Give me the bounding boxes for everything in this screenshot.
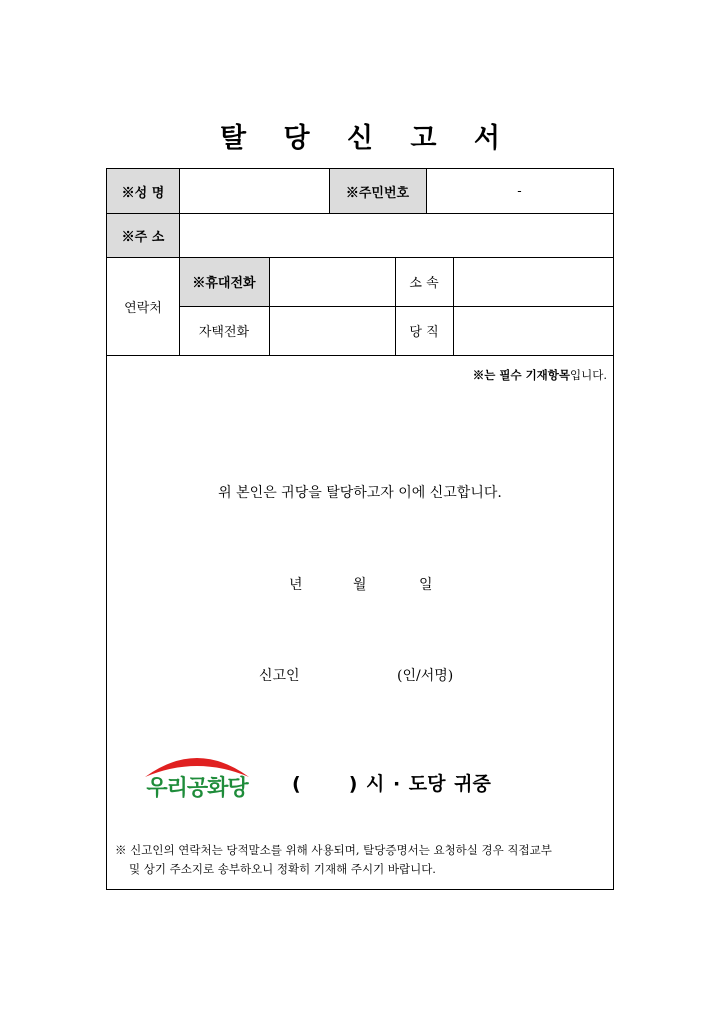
party-position-label: 당 직 (409, 325, 439, 340)
affiliation-label: 소 속 (409, 276, 439, 291)
divider (269, 257, 270, 355)
signature-seal-label: (인/서명) (397, 668, 454, 684)
withdrawal-statement: 위 본인은 귀당을 탈당하고자 이에 신고합니다. (218, 485, 502, 501)
home-phone-label: 자택전화 (198, 325, 250, 340)
required-note-prefix: ※는 (472, 368, 500, 382)
home-phone-field[interactable] (269, 306, 395, 355)
footer-line-1: ※ 신고인의 연락처는 당적말소를 위해 사용되며, 탈당증명서는 요청하실 경우 직접교부 (115, 843, 552, 857)
resident-number-label: ※주민번호 (329, 169, 426, 213)
footer-notice (115, 841, 605, 879)
footer-line-2: 및 상기 주소지로 송부하오니 정확히 기재해 주시기 바랍니다. (129, 862, 436, 876)
date-month-label: 월 (353, 577, 367, 593)
divider (179, 306, 613, 307)
withdrawal-form (106, 168, 614, 890)
name-label: ※성 명 (107, 169, 179, 213)
mobile-field[interactable] (269, 257, 395, 306)
page-title: 탈 당 신 고 서 (219, 123, 514, 154)
address-field[interactable] (179, 213, 613, 257)
divider (107, 355, 613, 356)
divider (329, 169, 330, 213)
required-note-emphasis: 필수 기재항목 (499, 368, 571, 382)
affiliation-field[interactable] (453, 257, 613, 306)
recipient-line (292, 769, 491, 796)
signer-label: 신고인 (259, 668, 300, 684)
date-year-label: 년 (289, 577, 303, 593)
divider (107, 257, 613, 258)
recipient-paren-close: ) (348, 773, 358, 795)
party-logo (137, 751, 257, 811)
resident-number-field[interactable]: - (517, 183, 522, 199)
divider (395, 257, 396, 355)
name-field[interactable] (179, 169, 329, 213)
address-label: ※주 소 (107, 213, 179, 257)
contact-label: 연락처 (124, 300, 162, 316)
divider (426, 169, 427, 213)
required-note (473, 367, 607, 383)
logo-text: 우리공화당 (146, 776, 248, 801)
mobile-label: ※휴대전화 (179, 257, 269, 306)
divider (453, 257, 454, 355)
divider (179, 169, 180, 355)
recipient-text: 시 · 도당 귀중 (366, 773, 491, 795)
divider (107, 213, 613, 214)
date-day-label: 일 (419, 577, 433, 593)
recipient-paren-open: ( (292, 773, 301, 795)
required-note-suffix: 입니다. (570, 368, 607, 382)
party-position-field[interactable] (453, 306, 613, 355)
